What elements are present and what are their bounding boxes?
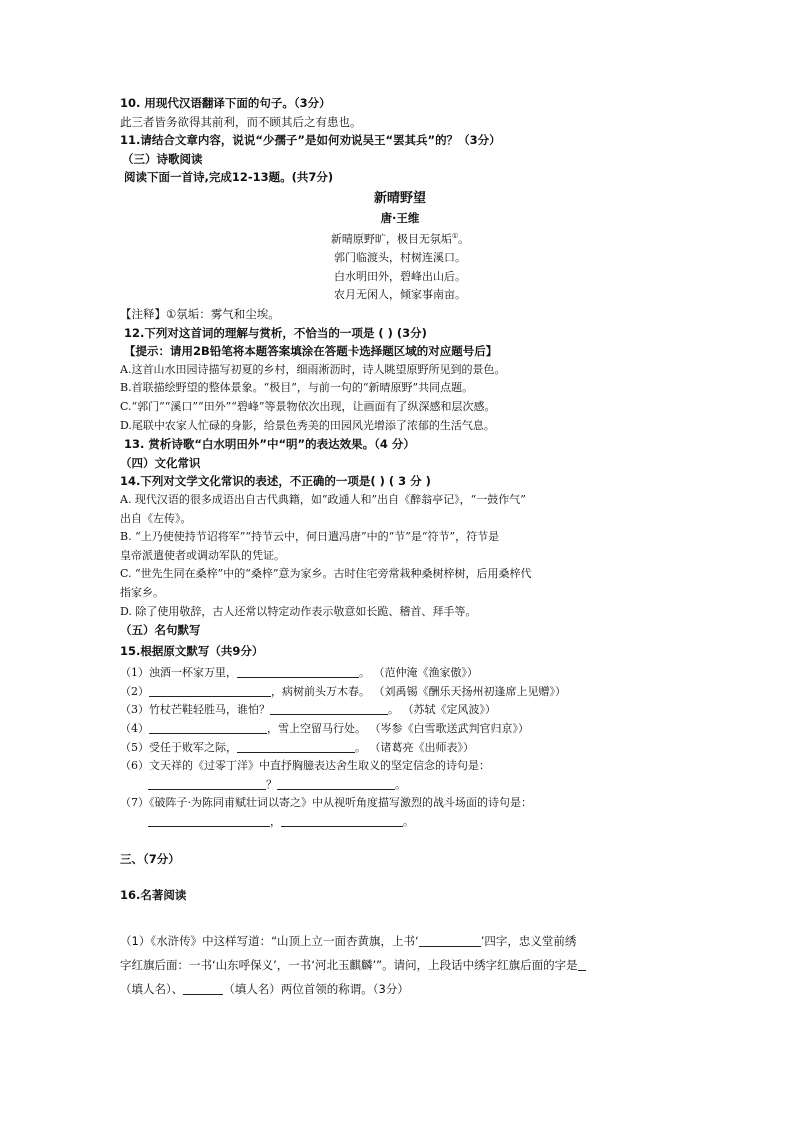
answer-blank[interactable] xyxy=(277,777,395,790)
q12-option-b: B.首联描绘野望的整体景象。“极目”，与前一句的“新晴原野”共同点题。 xyxy=(120,381,474,395)
answer-blank[interactable] xyxy=(148,814,270,827)
answer-blank[interactable] xyxy=(237,665,359,678)
poem-line-3: 白水明田外，碧峰出山后。 xyxy=(334,269,466,283)
q10-sentence: 此三者皆务欲得其前利，而不顾其后之有患也。 xyxy=(120,114,362,129)
poem-annotation: 【注释】①氛垢：雾气和尘埃。 xyxy=(120,307,280,321)
q14-option-c-line2: 指家乡。 xyxy=(120,585,164,599)
poem-title: 新晴野望 xyxy=(373,190,426,206)
q13-prompt: 13. 赏析诗歌“白水明田外”中“明”的表达效果。（4 分） xyxy=(124,437,415,452)
q15-item-5: （5）受任于败军之际， 。 （诸葛亮《出师表》） xyxy=(120,740,474,754)
answer-blank[interactable] xyxy=(578,958,586,971)
answer-blank[interactable] xyxy=(419,934,481,947)
q16-paragraph-line3: （填人名）、 （填人名）两位首领的称谓。（3分） xyxy=(120,981,409,996)
q15-item-2: （2） ，病树前头万木春。 （刘禹锡《酬乐天扬州初逢席上见赠》） xyxy=(120,684,566,698)
section5-heading: （五）名句默写 xyxy=(120,623,201,638)
q12-option-a: A.这首山水田园诗描写初夏的乡村，细雨淅沥时，诗人眺望原野所见到的景色。 xyxy=(120,362,506,376)
q15-item-6: （6）文天祥的《过零丁洋》中直抒胸臆表达舍生取义的坚定信念的诗句是： xyxy=(120,759,490,773)
poem-line-1: 新晴原野旷，极目无氛垢①。 xyxy=(330,231,470,246)
exam-page xyxy=(120,94,680,1001)
answer-blank[interactable] xyxy=(148,777,266,790)
q14-option-b-line1: B. “上乃使使持节诏将军”“持节云中，何日遣冯唐”中的“节”是“符节”，符节是 xyxy=(120,530,500,544)
q14-option-a-line2: 出自《左传》。 xyxy=(120,511,192,525)
q14-option-b-line2: 皇帝派遣使者或调动军队的凭证。 xyxy=(120,548,285,562)
q14-option-c-line1: C. “世先生同在桑梓”中的“桑梓”意为家乡。古时住宅旁常栽种桑树梓树，后用桑梓代 xyxy=(120,567,532,581)
q10-prompt: 10. 用现代汉语翻译下面的句子。（3分） xyxy=(120,96,331,110)
answer-blank[interactable] xyxy=(281,814,403,827)
q12-option-d: D.尾联中农家人忙碌的身影，给景色秀美的田园风光增添了浓郁的生活气息。 xyxy=(120,418,495,432)
q15-prompt: 15.根据原文默写（共9分） xyxy=(120,643,264,658)
note-marker: ① xyxy=(451,231,459,240)
q15-item-6-blanks: ？ 。 xyxy=(120,776,680,795)
part3-heading: 三、（7分） xyxy=(120,851,180,866)
answer-blank[interactable] xyxy=(149,684,271,697)
section3-intro: 阅读下面一首诗,完成12-13题。(共7分) xyxy=(124,170,334,185)
q15-item-4: （4） ，雪上空留马行处。 （岑参《白雪歌送武判官归京》） xyxy=(120,722,529,736)
q15-item-1: （1）浊酒一杯家万里， 。 （范仲淹《渔家傲》） xyxy=(120,666,478,680)
q14-option-d: D. 除了使用敬辞，古人还常以特定动作表示敬意如长跪、稽首、拜手等。 xyxy=(120,604,477,618)
answer-blank[interactable] xyxy=(237,740,355,753)
q12-option-c: C.“郭门”“溪口”“田外”“碧峰”等景物依次出现，让画面有了纵深感和层次感。 xyxy=(120,399,496,413)
q14-prompt: 14.下列对文学文化常识的表述，不正确的一项是( ) ( 3 分 ) xyxy=(120,474,431,489)
section3-heading: （三）诗歌阅读 xyxy=(122,151,203,166)
q12-hint: 【提示：请用2B铅笔将本题答案填涂在答题卡选择题区域的对应题号后】 xyxy=(124,344,498,359)
q14-option-a-line1: A. 现代汉语的很多成语出自古代典籍，如“政通人和”出自《醉翁亭记》，“一鼓作气” xyxy=(120,492,526,506)
q16-heading: 16.名著阅读 xyxy=(120,888,187,903)
poem-line-4: 农月无闲人，倾家事南亩。 xyxy=(334,288,466,302)
q12-prompt: 12.下列对这首词的理解与赏析，不恰当的一项是 ( ) (3分) xyxy=(124,325,427,340)
q16-paragraph-line1: （1）《水浒传》中这样写道：“山顶上立一面杏黄旗，上书‘ ’四字，忠义堂前绣 xyxy=(120,933,577,948)
q16-paragraph-line2: 字红旗后面：一书‘山东呼保义’，一书‘河北玉麒麟’”。请问，上段话中绣字红旗后面的字是 xyxy=(120,953,680,977)
q15-item-7-blanks: ， 。 xyxy=(120,813,680,832)
poem-author: 唐·王维 xyxy=(380,210,420,225)
poem-line-2: 郭门临渡头，村树连溪口。 xyxy=(334,251,466,265)
answer-blank[interactable] xyxy=(270,702,388,715)
q15-item-7: （7）《破阵子·为陈同甫赋壮词以寄之》中从视听角度描写激烈的战斗场面的诗句是： xyxy=(120,796,532,810)
answer-blank[interactable] xyxy=(149,721,267,734)
answer-blank[interactable] xyxy=(183,982,223,995)
q15-item-3: （3）竹杖芒鞋轻胜马，谁怕？ 。 （苏轼《定风波》） xyxy=(120,703,496,717)
q11-prompt: 11.请结合文章内容，说说“少孺子”是如何劝说吴王“罢其兵”的？（3分） xyxy=(120,133,501,148)
section4-heading: （四）文化常识 xyxy=(120,455,201,470)
